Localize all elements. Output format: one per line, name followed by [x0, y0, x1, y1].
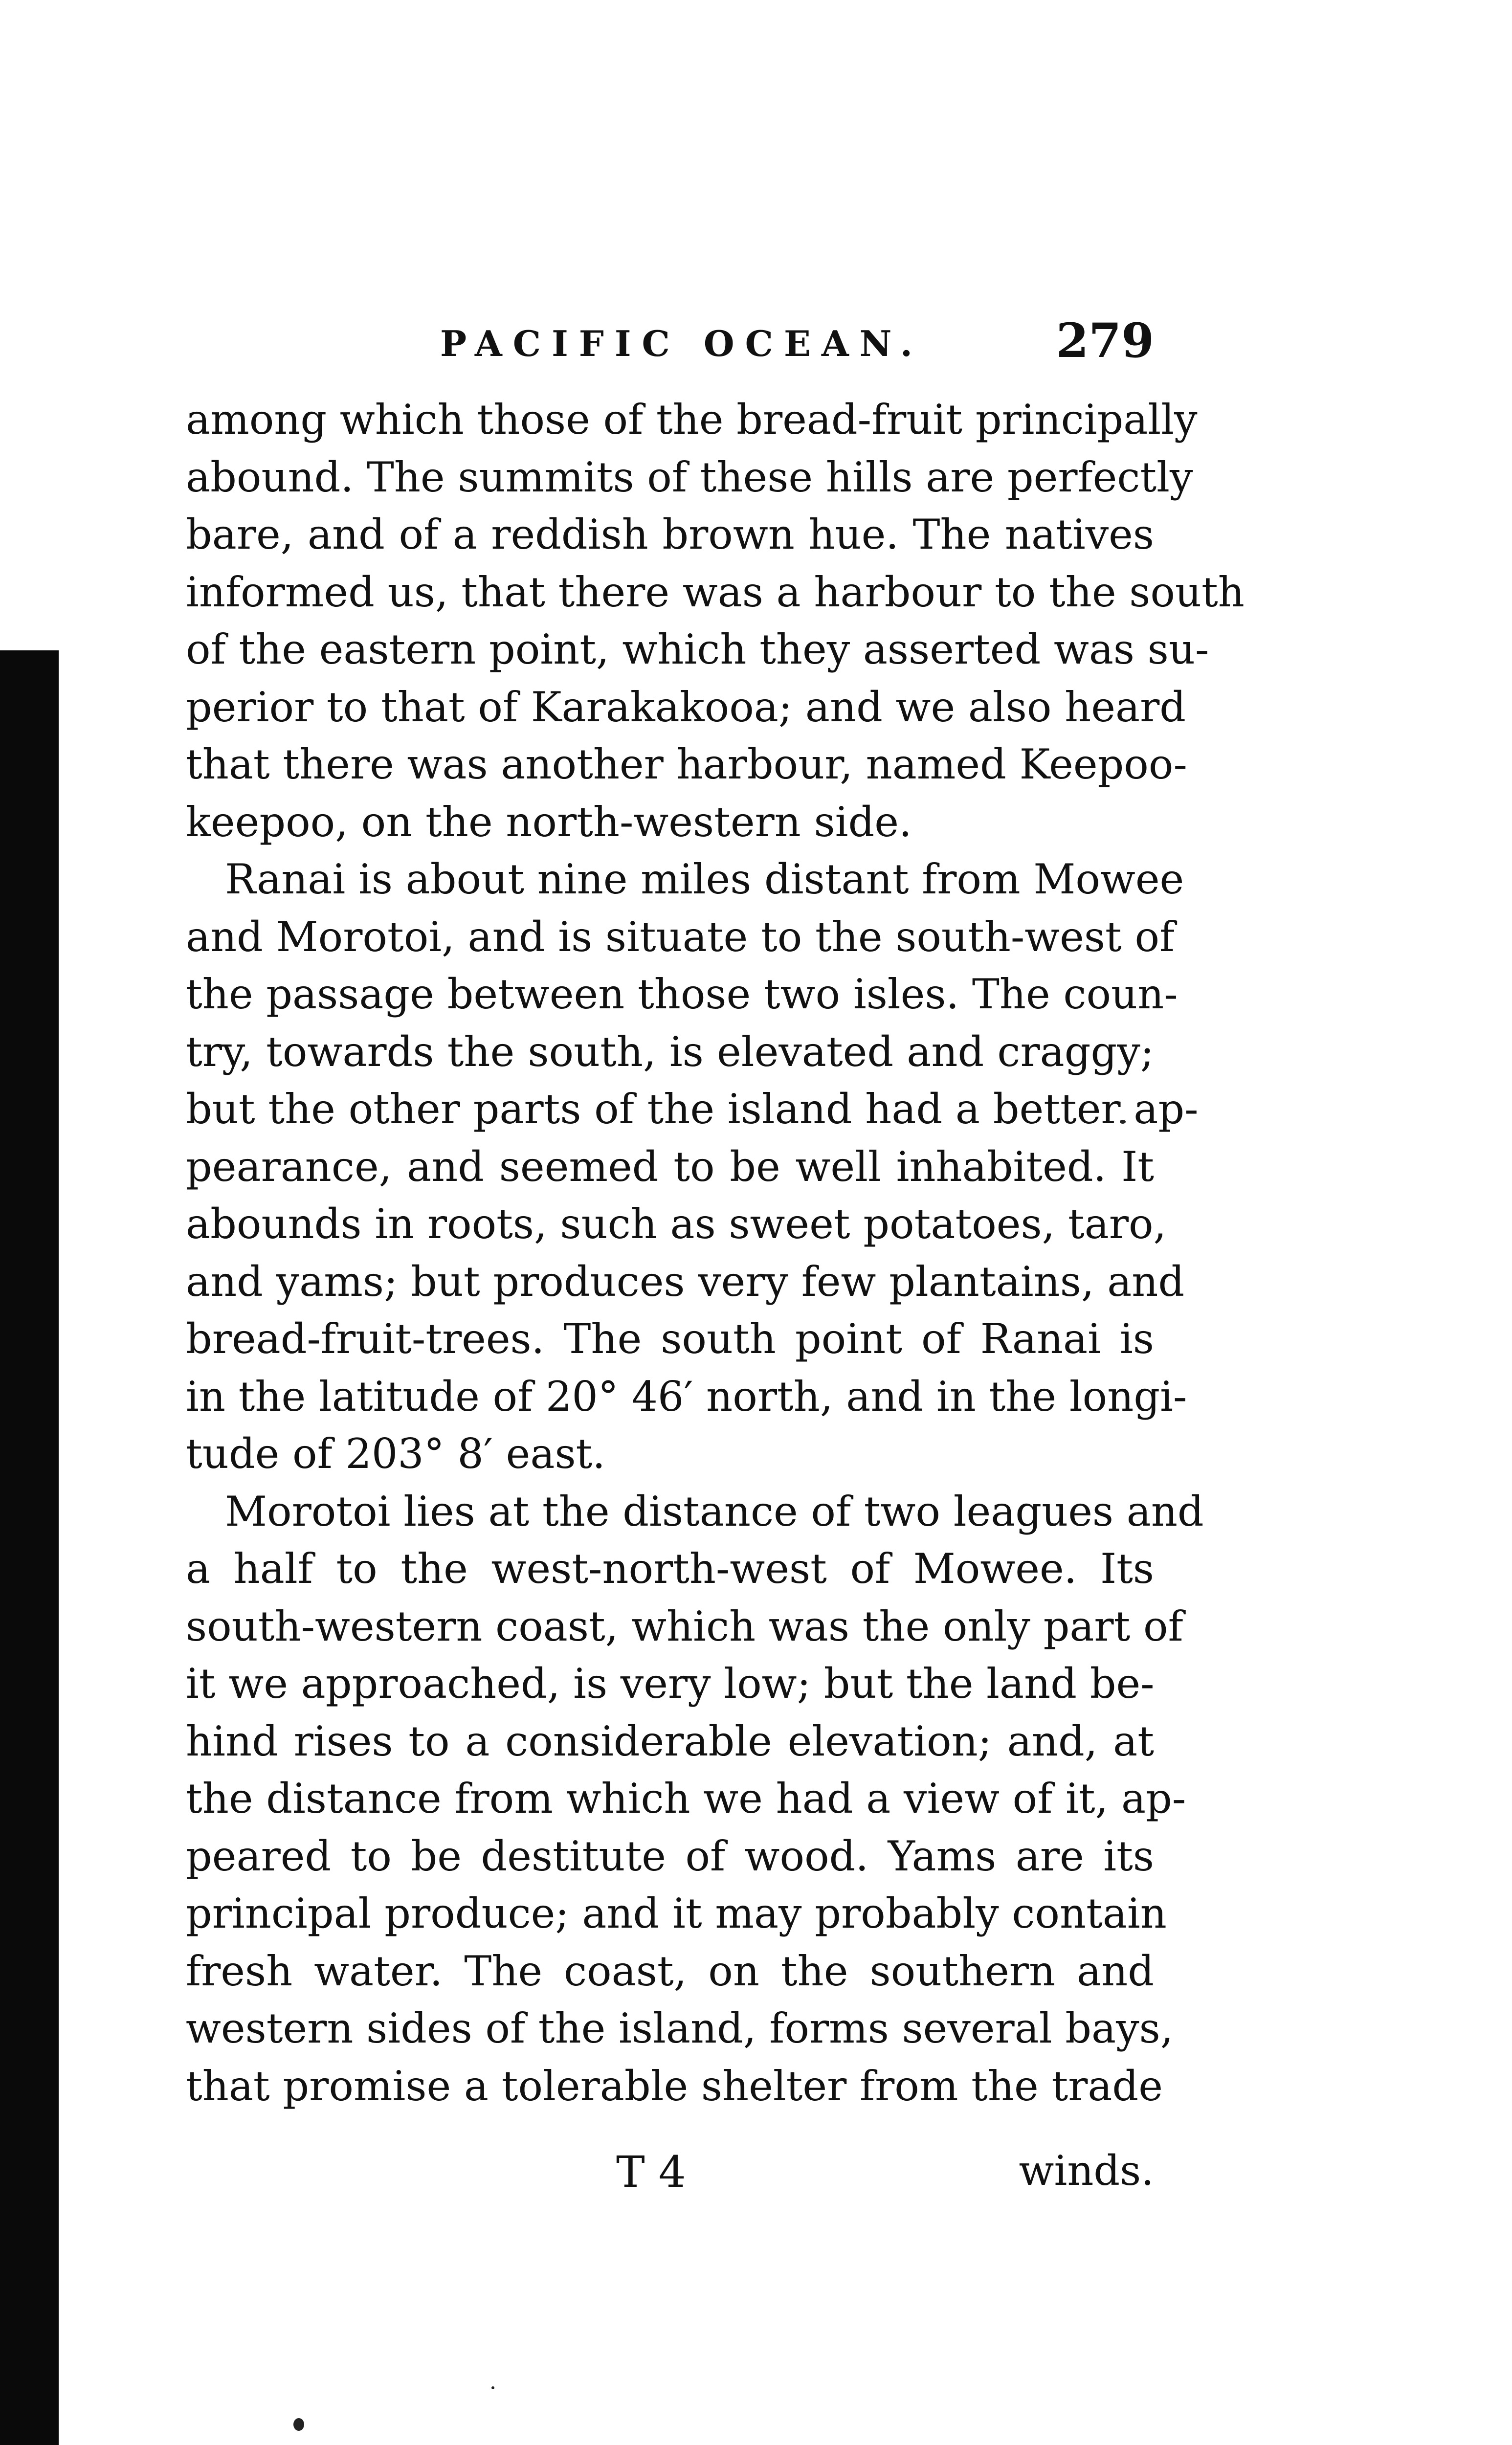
text-line: abounds in roots, such as sweet potatoes, taro, — [186, 1200, 1167, 1248]
text-line: Morotoi lies at the distance of two leagues and — [225, 1487, 1204, 1535]
text-line: pearance, and seemed to be well inhabited. It — [186, 1142, 1154, 1191]
text-line: perior to that of Karakakooa; and we also heard — [186, 683, 1186, 731]
text-line: and yams; but produces very few plantains, and — [186, 1257, 1185, 1306]
signature-mark: T 4 — [616, 2147, 686, 2197]
catchword: winds. — [1019, 2147, 1154, 2195]
text-line: try, towards the south, is elevated and craggy; — [186, 1027, 1154, 1076]
text-line: western sides of the island, forms several bays, — [186, 2004, 1174, 2052]
text-line: hind rises to a considerable elevation; and, at — [186, 1717, 1154, 1765]
text-line: that promise a tolerable shelter from the trade — [186, 2062, 1163, 2110]
body-text — [186, 391, 1245, 2115]
text-line: and Morotoi, and is situate to the south-west of — [186, 912, 1175, 961]
running-title: PACIFIC OCEAN. — [440, 323, 923, 364]
text-line: tude of 203° 8′ east. — [186, 1430, 606, 1478]
text-line: principal produce; and it may probably contain — [186, 1889, 1167, 1937]
ink-speck — [491, 2386, 494, 2389]
text-line: the distance from which we had a view of it, ap- — [186, 1775, 1186, 1823]
text-line: fresh water. The coast, on the southern and — [186, 1947, 1154, 1995]
text-line: keepoo, on the north-western side. — [186, 798, 912, 846]
text-line: but the other parts of the island had a better ap- — [186, 1085, 1199, 1133]
text-line: of the eastern point, which they asserted was su- — [186, 625, 1209, 673]
text-line: a half to the west-north-west of Mowee. Its — [186, 1545, 1154, 1593]
page-footer — [186, 2147, 1154, 2210]
text-line: abound. The summits of these hills are perfectly — [186, 453, 1193, 501]
running-head — [186, 313, 1154, 377]
text-line: it we approached, is very low; but the land be- — [186, 1660, 1155, 1708]
text-line: bread-fruit-trees. The south point of Ranai is — [186, 1315, 1154, 1363]
text-line: among which those of the bread-fruit principally — [186, 396, 1198, 444]
ink-speck — [293, 2418, 304, 2431]
text-line: informed us, that there was a harbour to the south — [186, 568, 1245, 616]
text-line: Ranai is about nine miles distant from Mowee — [225, 855, 1184, 903]
page-number: 279 — [1056, 313, 1154, 368]
text-line: in the latitude of 20° 46′ north, and in the longi- — [186, 1372, 1187, 1421]
text-line: peared to be destitute of wood. Yams are its — [186, 1832, 1154, 1880]
text-line: that there was another harbour, named Keepoo- — [186, 740, 1187, 788]
text-line: the passage between those two isles. The coun- — [186, 970, 1178, 1018]
text-line: bare, and of a reddish brown hue. The natives — [186, 511, 1154, 558]
text-line: south-western coast, which was the only part of — [186, 1602, 1183, 1650]
binding-shadow — [0, 650, 59, 2445]
